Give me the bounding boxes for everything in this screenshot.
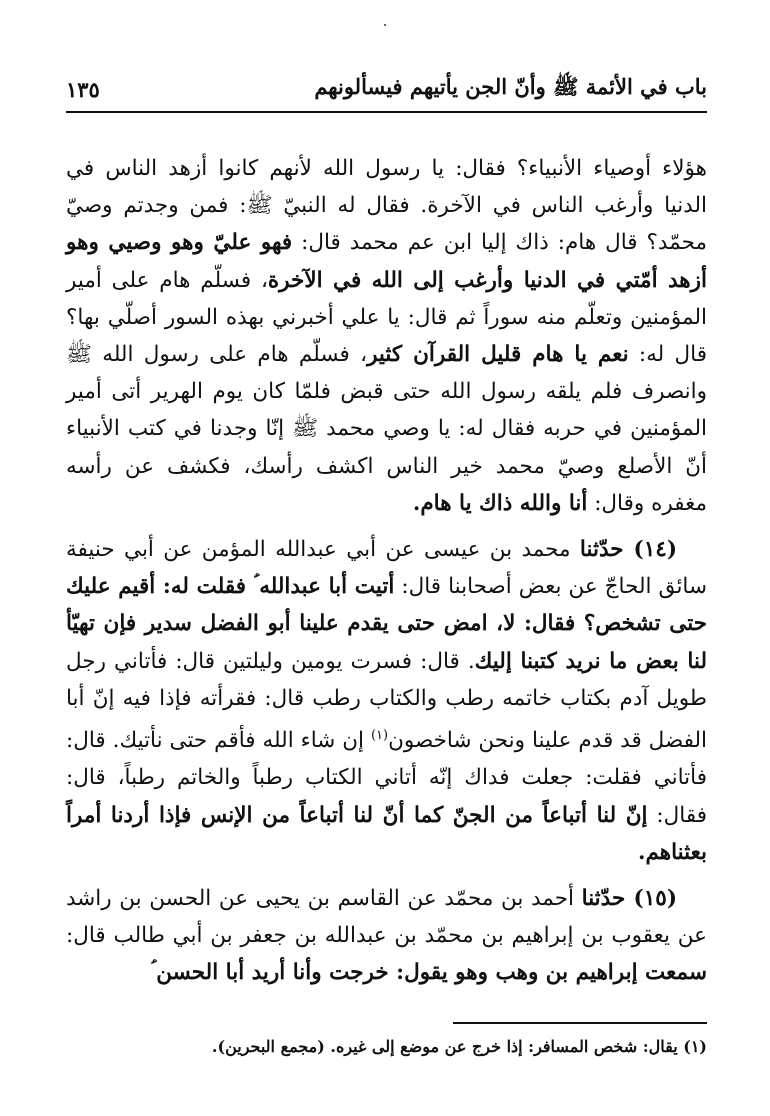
running-title: باب في الأئمة ﷺ وأنّ الجن يأتيهم فيسألونهم: [314, 73, 707, 99]
hadith-number: (١٤) حدّثنا: [579, 537, 677, 563]
text-run: أحمد بن محمّد عن القاسم بن يحيى عن الحسن بن راشد عن يعقوب بن إبراهيم بن محمّد بن عبدالله بن جعفر بن أبي طالب قال:: [66, 886, 707, 949]
main-text: [66, 150, 707, 992]
page-header: [66, 72, 707, 106]
decorative-dot: [384, 24, 386, 26]
emphasis-run: نعم يا هام قليل القرآن كثير: [367, 342, 629, 368]
text-run: ، فسلّم هام على أمير المؤمنين وتعلّم منه سوراً ثم قال: يا علي أخبرني بهذه السور أصلّي بها؟ قال له:: [66, 267, 707, 368]
hadith-number: (١٥) حدّثنا: [581, 886, 677, 912]
text-run: إن شاء الله فأقم حتى نأتيك. قال: فأتاني فقلت: جعلت فداك إنّه أتاني الكتاب رطباً والخاتم رطباً، قال: فقال:: [66, 728, 707, 828]
footnote-rule: [453, 1022, 707, 1024]
text-run: هؤلاء أوصياء الأنبياء؟ فقال: يا رسول الله لأنهم كانوا أزهد الناس في الدنيا وأرغب الناس في الآخرة. فقال له النبيّ ﷺ: فمن وجدتم وصيّ محمّد؟ قال هام: ذاك إليا ابن عم محمد قال:: [66, 156, 707, 256]
emphasis-run: أتيت أبا عبدالله ؑ فقلت له: أقيم عليك حتى تشخص؟ فقال: لا، امض حتى يقدم علينا أبو الفضل سدير فإن تهيّأ لنا بعض ما نريد كتبنا إليك: [66, 574, 708, 674]
text-run: محمد بن عيسى عن أبي عبدالله المؤمن عن أبي حنيفة سائق الحاجّ عن بعض أصحابنا قال:: [66, 537, 707, 600]
text-run: ، فسلّم هام على رسول الله ﷺ وانصرف فلم يلقه رسول الله حتى قبض فلمّا كان يوم الهرير أتى أمير المؤمنين في حربه فقال له: يا وصي محمد ﷺ إنّا وجدنا في كتب الأنبياء أنّ الأصلع وصيّ محمد خير الناس اكشف رأسك، فكشف عن رأسه مغفره وقال:: [66, 342, 707, 516]
footnote: (١) يقال: شخص المسافر: إذا خرج عن موضع إلى غيره. (مجمع البحرين).: [211, 1037, 707, 1056]
paragraph-13-continuation: [66, 150, 707, 522]
emphasis-run: إنّ لنا أتباعاً من الجنّ كما أنّ لنا أتباعاً من الإنس فإذا أردنا أمراً بعثناهم.: [66, 802, 707, 865]
page-number: ١٣٥: [66, 76, 100, 102]
text-run: . قال: فسرت يومين وليلتين قال: فأتاني رجل طويل آدم بكتاب خاتمه رطب والكتاب رطب قال: فقرأته فإذا فيه إنّ أبا الفضل قد قدم علينا ونحن شاخصون: [66, 648, 708, 754]
footnote-marker[interactable]: (١): [370, 728, 389, 744]
paragraph-15: [66, 880, 707, 992]
header-rule: [66, 111, 707, 113]
emphasis-run: فهو عليّ وهو وصيي وهو أزهد أمّتي في الدنيا وأرغب إلى الله في الآخرة: [66, 230, 707, 293]
emphasis-run: سمعت إبراهيم بن وهب وهو يقول: خرجت وأنا أريد أبا الحسن ؑ: [150, 960, 707, 986]
emphasis-run: أنا والله ذاك يا هام.: [412, 490, 588, 516]
paragraph-14: [66, 531, 707, 871]
